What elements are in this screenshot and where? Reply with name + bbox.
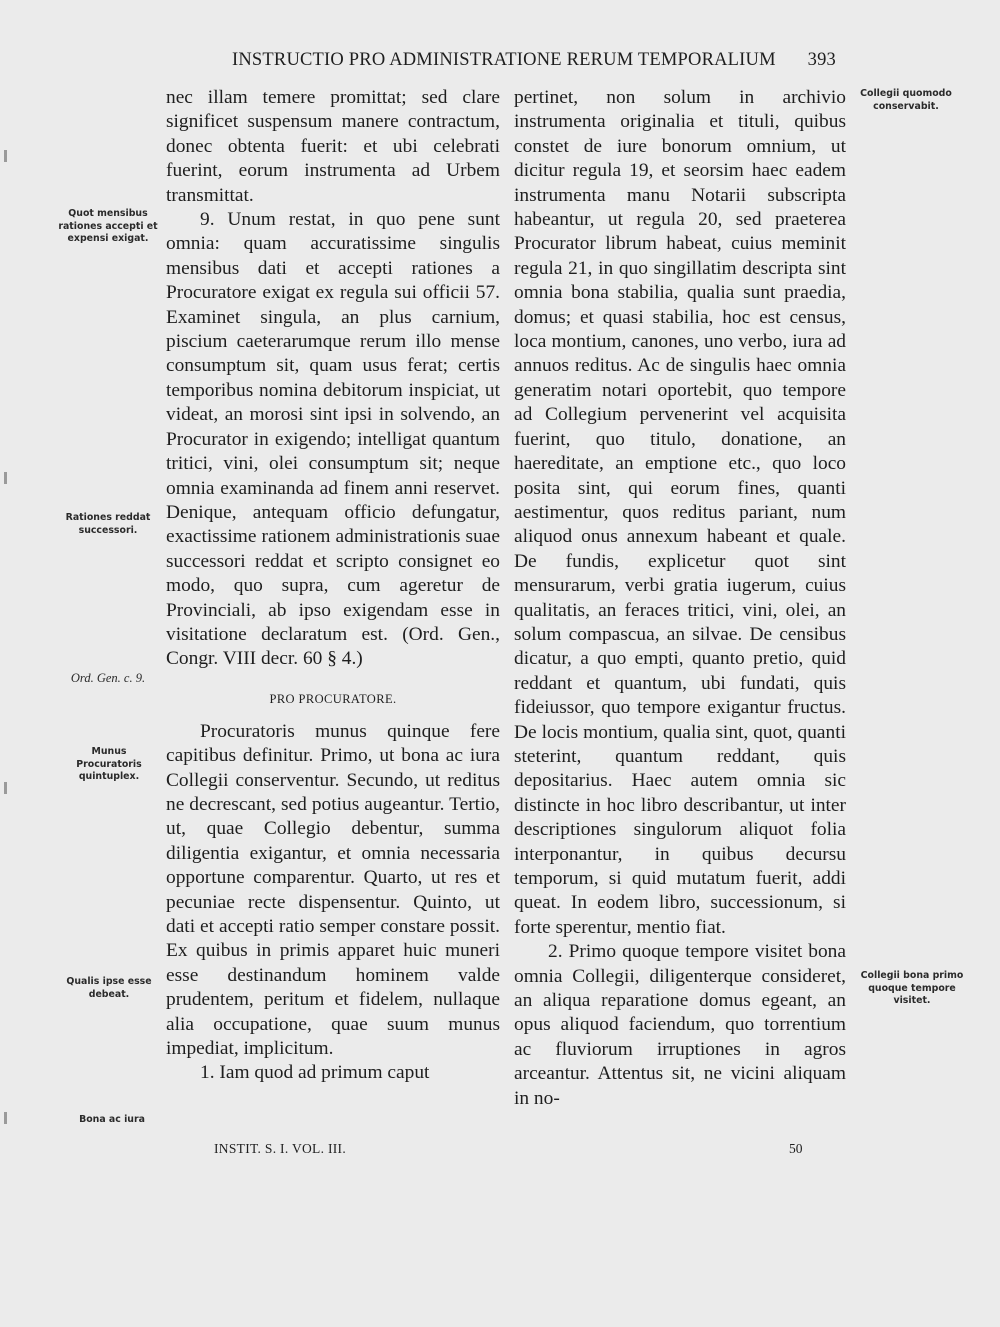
margin-note-left: Munus Procuratoris quintuplex. <box>76 746 142 782</box>
paragraph: pertinet, non solum in archivio instrumenta originalia et tituli, quibus constet de iure bonorum omnium, ut dicitur regula 19, et seorsim haec eadem instrumenta manu Notarii subscripta habeantur, ut regula 20, sed praeterea Procurator librum habeat, cuius meminit regula 21, in quo singillatim descripta sint omnia bona stabilia, qualia sunt praedia, domus; et quasi stabilia, hoc est census, loca montium, canones, uno verbo, iura ad annuos reditus. Ac de singulis haec omnia generatim notari oportebit, quo tempore ad Collegium pervenerint vel acquisita fuerint, quo titulo, donatione, an haereditate, an emptione etc., quo loco posita sint, qui eorum fines, quanti aestimentur, quos reditus pariant, num aliquod onus annexum habeant et quale. De fundis, explicetur quot sint mensurarum, verbi gratia iugerum, cuius qualitatis, an feraces tritici, vini, olei, an solum compascua, an silvae. De censibus dicatur, a quo empti, quanto pretio, quid reddant et quantum, ubi fundati, quis fideiussor, quo tempore exigantur fructus. De locis montium, qualia sint, quot, quanti steterint, quantum reddant, quis depositarius. Haec autem omnia sic distincte in hoc libro describantur, ut inter descriptiones singulorum aliquot folia interponantur, in quibus decursu temporum, si quid mutatum fuerit, addi queat. In eodem libro, successionum, si forte sperentur, mentio fiat. <box>514 87 846 938</box>
paragraph: nec illam temere promittat; sed clare significet suspensum manere contractum, donec obtenta fuerit: et ubi celebrati fuerint, eorum instrumenta ad Urbem transmittat. <box>166 87 500 206</box>
paragraph: 1. Iam quod ad primum caput <box>200 1062 430 1084</box>
margin-note-left: Bona ac iura <box>79 1114 145 1125</box>
margin-note-left: Ord. Gen. c. 9. <box>70 671 146 685</box>
edge-mark <box>4 1112 7 1124</box>
running-header <box>232 50 836 76</box>
right-text-column <box>514 86 846 1111</box>
margin-note-left: Rationes reddat successori. <box>65 512 151 536</box>
section-heading: PRO PROCURATORE. <box>269 691 397 706</box>
page-number: 393 <box>807 50 836 70</box>
paragraph: Procuratoris munus quinque fere capitibus definitur. Primo, ut bona ac iura Collegii conserventur. Secundo, ut reditus ne decrescant, sed potius augeantur. Tertio, ut, quae Collegio debentur, summa diligentia exigantur, et omnia necessaria opportune comparentur. Quarto, ut res et pecuniae recte dispensentur. Quinto, ut dati et accepti ratio semper constare possit. Ex quibus in primis apparet huic muneri esse destinandum hominem valde prudentem, peritum et fidelem, nullaque alia occupatione, quae suum munus impediat, implicitum. <box>166 720 500 1060</box>
paragraph: 2. Primo quoque tempore visitet bona omnia Collegii, diligenterque consideret, an aliqua reparatione domus egeant, an opus aliquod faciendum, quo torrentium ac fluviorum irruptiones in agros arceantur. Attentus sit, ne vicini aliquam in no- <box>514 941 846 1109</box>
margin-note-right: Collegii quomodo conservabit. <box>860 88 952 112</box>
footer-signature: INSTIT. S. I. VOL. III. <box>214 1141 347 1156</box>
running-title: INSTRUCTIO PRO ADMINISTRATIONE RERUM TEMPORALIUM <box>232 50 776 70</box>
edge-mark <box>4 472 7 484</box>
paragraph: 9. Unum restat, in quo pene sunt omnia: quam accuratissime singulis mensibus dati et accepti rationes a Procuratore exigat ex regula sui officii 57. Examinet singula, an plus carnium, piscium caeterarumque rerum illo mense consumptum sit, quam usus ferat; certis temporibus nomina debitorum inspiciat, ut videat, an morosi sint ipsi in solvendo, an Procurator in exigendo; intelligat quantum tritici, vini, olei consumptum sit; neque omnia examinanda ad finem anni reservet. Denique, antequam officio defungatur, exactissime rationem administrationis suae successori reddat et scripto consignet eo modo, quo supra, cum ageretur de Provinciali, ab ipso exigendam esse in visitatione declaratum est. (Ord. Gen., Congr. VIII decr. 60 § 4.) <box>166 209 500 670</box>
left-text-column <box>166 86 500 1086</box>
edge-mark <box>4 782 7 794</box>
margin-note-right: Collegii bona primo quoque tempore visitet. <box>860 970 964 1006</box>
edge-mark <box>4 150 7 162</box>
margin-note-left: Quot mensibus rationes accepti et expensi exigat. <box>58 208 158 244</box>
margin-note-left: Qualis ipse esse debeat. <box>66 976 152 1000</box>
footer-signature-number: 50 <box>789 1141 803 1156</box>
